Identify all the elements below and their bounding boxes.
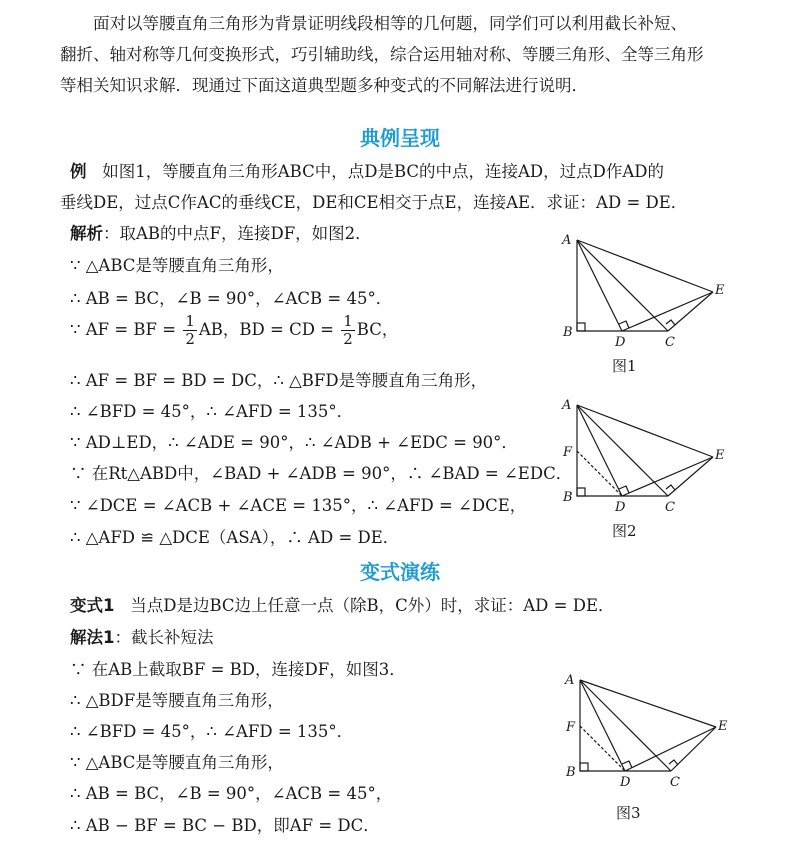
figure-2 [555,393,745,513]
fig2-label-a: A [562,398,572,413]
method1-label: 解法1 [70,628,115,647]
proof1-step-4: ∴ AF = BF = BD = DC，∴ △BFD是等腰直角三角形， [70,371,488,390]
method1-line [70,624,213,648]
figure-3 [558,668,748,788]
fig1-label-a: A [562,233,572,248]
variant-section-title: 变式演练 [360,560,440,584]
fig3-label-f: F [566,720,576,735]
example-label: 例 [70,162,87,181]
fig2-label-f: F [563,445,573,460]
proof1-step-3a: ∵ AF = BF = [70,320,182,339]
fig3-label-c: C [670,775,680,788]
fraction-numerator: 1 [343,312,353,330]
fig1-label-d: D [615,335,626,348]
method1-text: ：截长补短法 [114,628,214,647]
fig2-caption: 图2 [612,522,637,540]
example-line-2: 垂线DE，过点C作AC的垂线CE，DE和CE相交于点E，连接AE．求证：AD = DE． [60,193,688,212]
proof1-step-1: ∵ △ABC是等腰直角三角形， [70,256,284,275]
variant1-step-1: ∵ 在AB上截取BF = BD，连接DF，如图3． [70,660,406,679]
fig2-label-d: D [615,500,626,513]
example-line-1 [70,158,664,182]
proof1-step-7: ∵ 在Rt△ABD中，∠BAD + ∠ADB = 90°，∴ ∠BAD = ∠EDC． [70,464,573,483]
proof1-step-2: ∴ AB = BC，∠B = 90°，∠ACB = 45°． [70,289,393,308]
fig3-caption: 图3 [616,804,641,822]
intro-paragraph [60,8,775,101]
variant1-step-5: ∴ AB = BC，∠B = 90°，∠ACB = 45°， [70,784,393,803]
figure-1 [555,228,745,348]
fig2-label-e: E [715,448,725,463]
fig2-label-c: C [665,500,675,513]
variant1-step-4: ∵ △ABC是等腰直角三角形， [70,753,284,772]
variant1-step-3: ∴ ∠BFD = 45°，∴ ∠AFD = 135°． [70,722,354,741]
proof1-step-5: ∴ ∠BFD = 45°，∴ ∠AFD = 135°． [70,402,354,421]
fig3-label-d: D [620,775,631,788]
variant1-step-6: ∴ AB − BF = BC − BD，即AF = DC． [70,816,380,835]
fraction-half-1 [183,313,197,348]
fig2-label-b: B [563,490,573,505]
fig3-label-e: E [718,719,728,734]
variant1-step-2: ∴ △BDF是等腰直角三角形， [70,691,284,710]
variant1-text: 当点D是边BC边上任意一点（除B，C外）时，求证：AD = DE． [130,596,615,615]
fraction-numerator: 1 [185,312,195,330]
fig1-caption: 图1 [612,357,637,375]
analysis-label: 解析 [70,224,103,243]
fig1-label-c: C [665,335,675,348]
intro-line-3: 等相关知识求解．现通过下面这道典型题多种变式的不同解法进行说明． [60,76,588,95]
example-section-title: 典例呈现 [360,126,440,150]
example-text-1: 如图1，等腰直角三角形ABC中，点D是BC的中点，连接AD，过点D作AD的 [102,162,665,181]
proof1-step-6: ∵ AD⊥ED，∴ ∠ADE = 90°，∴ ∠ADB + ∠EDC = 90°． [70,433,518,452]
analysis-text: ：取AB的中点F，连接DF，如图2． [103,224,372,243]
fig1-label-b: B [563,325,573,340]
fraction-denominator: 2 [343,330,353,348]
proof1-step-9: ∴ △AFD ≌ △DCE（ASA），∴ AD = DE． [70,528,400,547]
fig3-label-a: A [565,673,575,688]
intro-line-1: 面对以等腰直角三角形为背景证明线段相等的几何题，同学们可以利用截长补短、 [93,14,687,33]
variant1-line [70,592,615,616]
variant1-label: 变式1 [70,596,115,615]
proof1-step-3c: BC， [356,320,399,339]
analysis-line [70,220,372,244]
intro-line-2: 翻折、轴对称等几何变换形式，巧引辅助线，综合运用轴对称、等腰三角形、全等三角形 [60,45,704,64]
proof1-step-3b: AB，BD = CD = [198,320,340,339]
proof1-step-3 [70,313,398,348]
fig1-label-e: E [715,283,725,298]
fig3-label-b: B [566,765,576,780]
fraction-half-2 [341,313,355,348]
fraction-denominator: 2 [185,330,195,348]
proof1-step-8: ∵ ∠DCE = ∠ACB + ∠ACE = 135°，∴ ∠AFD = ∠DCE， [70,496,527,515]
